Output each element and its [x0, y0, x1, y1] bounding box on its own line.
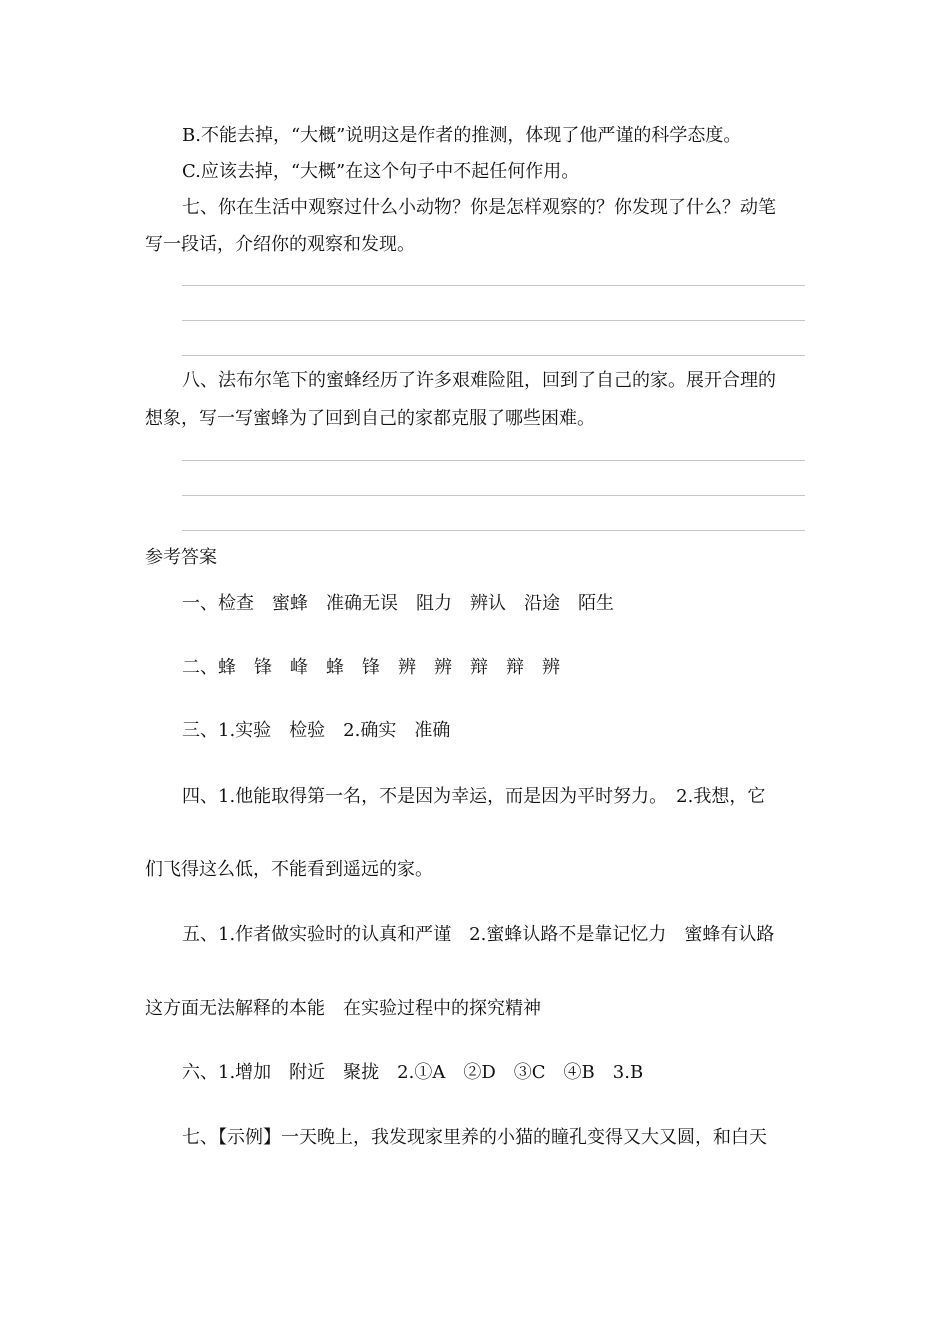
- question-8-line-2: 想象，写一写蜜蜂为了回到自己的家都克服了哪些困难。: [145, 408, 595, 429]
- answer-4-line-2: 们飞得这么低，不能看到遥远的家。: [145, 859, 433, 880]
- answer-5-line-2: 这方面无法解释的本能 在实验过程中的探究精神: [145, 998, 541, 1019]
- answer-line[interactable]: [182, 355, 805, 356]
- answer-7-line-1: 七、【示例】一天晚上，我发现家里养的小猫的瞳孔变得又大又圆，和白天: [182, 1127, 767, 1148]
- answer-5-line-1: 五、1.作者做实验时的认真和严谨 2.蜜蜂认路不是靠记忆力 蜜蜂有认路: [182, 924, 775, 945]
- answer-line[interactable]: [182, 460, 805, 461]
- answers-heading: 参考答案: [145, 547, 217, 568]
- question-8-line-1: 八、法布尔笔下的蜜蜂经历了许多艰难险阻，回到了自己的家。展开合理的: [182, 370, 776, 391]
- question-7-line-2: 写一段话，介绍你的观察和发现。: [145, 234, 415, 255]
- answer-line[interactable]: [182, 495, 805, 496]
- option-c: C.应该去掉，“大概”在这个句子中不起任何作用。: [182, 161, 580, 182]
- option-b: B.不能去掉，“大概”说明这是作者的推测，体现了他严谨的科学态度。: [182, 125, 742, 146]
- answer-line[interactable]: [182, 285, 805, 286]
- question-7-line-1: 七、你在生活中观察过什么小动物？你是怎样观察的？你发现了什么？动笔: [182, 197, 776, 218]
- answer-line[interactable]: [182, 320, 805, 321]
- answer-2: 二、蜂 锋 峰 蜂 锋 辨 辨 辩 辩 辨: [182, 657, 560, 678]
- answer-line[interactable]: [182, 530, 805, 531]
- answer-4-line-1: 四、1.他能取得第一名，不是因为幸运，而是因为平时努力。 2.我想，它: [182, 786, 766, 807]
- answer-3: 三、1.实验 检验 2.确实 准确: [182, 720, 451, 741]
- answer-1: 一、检查 蜜蜂 准确无误 阻力 辨认 沿途 陌生: [182, 593, 614, 614]
- answer-6: 六、1.增加 附近 聚拢 2.①A ②D ③C ④B 3.B: [182, 1062, 644, 1083]
